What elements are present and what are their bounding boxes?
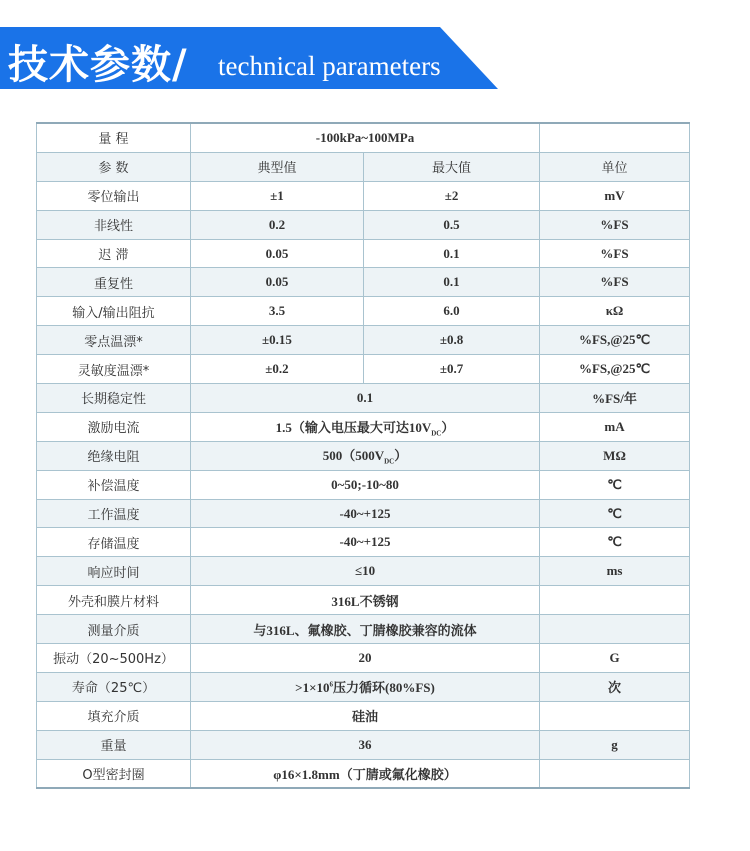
param-value — [191, 586, 540, 615]
param-value — [191, 730, 540, 759]
param-value — [191, 672, 540, 701]
table-row — [37, 470, 690, 499]
max-value-text: 6.0 — [443, 303, 460, 319]
table-row — [37, 557, 690, 586]
max-value — [364, 181, 540, 210]
param-label — [37, 615, 191, 644]
param-value-suffix: 压力循环(80%FS) — [333, 680, 435, 696]
unit-value-text: ms — [606, 563, 623, 579]
param-label — [37, 268, 191, 297]
unit-value — [540, 239, 690, 268]
param-value-text: 316L不锈钢 — [331, 593, 399, 609]
unit-value-text: %FS — [600, 274, 629, 290]
param-value — [191, 701, 540, 730]
param-value-text: 硅油 — [352, 709, 379, 725]
param-value-suffix: ） — [441, 419, 455, 435]
param-value-text: 20 — [358, 649, 372, 665]
param-label-text: 寿命（25℃） — [71, 681, 156, 697]
typical-value — [191, 297, 364, 326]
param-value-text: >1×10 — [295, 680, 330, 696]
param-value — [191, 759, 540, 788]
typical-value — [191, 239, 364, 268]
param-value-text: -40~+125 — [339, 534, 391, 550]
param-label-text: 填充介质 — [87, 710, 140, 726]
unit-value — [540, 297, 690, 326]
param-value — [191, 615, 540, 644]
param-value-text: ≤10 — [354, 563, 376, 579]
unit-value-text: κΩ — [605, 303, 624, 319]
unit-value-text: G — [609, 649, 620, 665]
param-label-text: 响应时间 — [87, 565, 140, 581]
unit-value — [540, 730, 690, 759]
param-value-text: φ16×1.8mm（丁腈或氟化橡胶） — [273, 767, 457, 783]
unit-value — [540, 528, 690, 557]
range-unit — [540, 123, 690, 152]
table-row — [37, 528, 690, 557]
unit-value-text: %FS — [600, 245, 629, 261]
unit-value-text: %FS,@25℃ — [578, 361, 651, 377]
column-header-param-text: 参 数 — [98, 161, 129, 177]
max-value — [364, 210, 540, 239]
param-label-text: 零位输出 — [87, 190, 140, 206]
param-value-text: 36 — [358, 736, 372, 752]
param-label — [37, 210, 191, 239]
typical-value-text: ±0.15 — [262, 332, 292, 348]
unit-value-text: ℃ — [607, 505, 622, 521]
param-value-text: 1.5（输入电压最大可达10V — [275, 419, 432, 435]
param-label — [37, 181, 191, 210]
unit-value — [540, 615, 690, 644]
unit-value — [540, 384, 690, 413]
param-label — [37, 297, 191, 326]
param-label — [37, 759, 191, 788]
param-label-text: 外壳和膜片材料 — [67, 594, 159, 610]
unit-value — [540, 268, 690, 297]
max-value-text: ±0.8 — [439, 332, 464, 348]
unit-value-text: 次 — [608, 680, 622, 696]
unit-value-text: ℃ — [607, 534, 622, 550]
unit-value — [540, 701, 690, 730]
typical-value-text: 0.2 — [268, 216, 286, 232]
param-value-text: -40~+125 — [339, 505, 391, 521]
typical-value-text: 0.05 — [265, 245, 289, 261]
typical-value-text: 0.05 — [265, 274, 289, 290]
param-value-superscript: 6 — [329, 681, 333, 690]
parameters-table — [36, 122, 690, 789]
table-row — [37, 701, 690, 730]
param-label — [37, 384, 191, 413]
table-row — [37, 326, 690, 355]
unit-value-text: %FS,@25℃ — [578, 332, 651, 348]
column-header-max-text: 最大值 — [432, 161, 472, 177]
table-row — [37, 412, 690, 441]
table-row — [37, 123, 690, 152]
param-value-text: 与316L、氟橡胶、丁腈橡胶兼容的流体 — [253, 622, 477, 638]
table-row — [37, 181, 690, 210]
param-value-text: 500（500V — [322, 448, 385, 464]
param-value — [191, 528, 540, 557]
range-label — [37, 123, 191, 152]
unit-value-text: mA — [604, 418, 625, 434]
param-label-text: 输入/输出阻抗 — [72, 305, 155, 321]
param-label-text: 存储温度 — [87, 536, 140, 552]
table-row — [37, 152, 690, 181]
max-value — [364, 355, 540, 384]
range-value — [191, 123, 540, 152]
param-label-text: 非线性 — [93, 219, 133, 235]
param-label-text: 零点温漂* — [84, 334, 143, 350]
param-value-text: 0~50;-10~80 — [331, 476, 399, 492]
max-value-text: 0.5 — [443, 216, 460, 232]
unit-value-text: MΩ — [603, 447, 626, 463]
max-value-text: ±0.7 — [439, 361, 464, 377]
typical-value — [191, 181, 364, 210]
param-value — [191, 470, 540, 499]
param-value — [191, 557, 540, 586]
max-value — [364, 239, 540, 268]
param-value-text: 0.1 — [356, 389, 374, 405]
param-label-text: 激励电流 — [87, 421, 140, 437]
unit-value — [540, 644, 690, 673]
typical-value-text: ±1 — [270, 187, 284, 203]
param-value — [191, 644, 540, 673]
max-value — [364, 297, 540, 326]
table-row — [37, 384, 690, 413]
unit-value — [540, 355, 690, 384]
table-row — [37, 499, 690, 528]
param-label-text: 绝缘电阻 — [87, 450, 140, 466]
param-label-text: 测量介质 — [87, 623, 140, 639]
unit-value — [540, 672, 690, 701]
typical-value-text: 3.5 — [268, 303, 286, 319]
param-label — [37, 441, 191, 470]
param-value-subscript: DC — [384, 458, 395, 467]
unit-value-text: %FS/年 — [592, 391, 637, 407]
param-label — [37, 701, 191, 730]
param-label-text: 迟 滞 — [98, 248, 129, 263]
table-row — [37, 441, 690, 470]
unit-value-text: mV — [604, 187, 625, 203]
param-value — [191, 441, 540, 470]
param-value-subscript: DC — [431, 429, 442, 438]
unit-value — [540, 441, 690, 470]
param-value-suffix: ） — [394, 448, 408, 464]
param-value — [191, 412, 540, 441]
column-header-unit-text: 单位 — [601, 161, 628, 177]
header-title-en: technical parameters — [218, 51, 441, 81]
typical-value — [191, 355, 364, 384]
typical-value — [191, 326, 364, 355]
param-label — [37, 470, 191, 499]
typical-value — [191, 268, 364, 297]
param-label-text: 补偿温度 — [87, 479, 140, 495]
section-header — [0, 27, 498, 89]
max-value — [364, 268, 540, 297]
unit-value — [540, 181, 690, 210]
parameters-table-body — [37, 123, 690, 788]
param-value — [191, 384, 540, 413]
param-label-text: 重量 — [100, 739, 127, 755]
unit-value — [540, 210, 690, 239]
typical-value — [191, 210, 364, 239]
unit-value — [540, 470, 690, 499]
column-header-typical-text: 典型值 — [257, 161, 297, 177]
unit-value — [540, 557, 690, 586]
param-label-text: 工作温度 — [87, 508, 140, 524]
column-header-typical — [191, 152, 364, 181]
param-label — [37, 644, 191, 673]
param-label — [37, 528, 191, 557]
table-row — [37, 586, 690, 615]
param-label — [37, 730, 191, 759]
table-row — [37, 615, 690, 644]
column-header-unit — [540, 152, 690, 181]
max-value-text: ±2 — [444, 187, 459, 203]
param-value — [191, 499, 540, 528]
param-label-text: 重复性 — [93, 276, 133, 292]
param-label-text: 灵敏度温漂* — [77, 363, 150, 379]
param-label — [37, 355, 191, 384]
table-row — [37, 644, 690, 673]
table-row — [37, 355, 690, 384]
param-label — [37, 672, 191, 701]
param-label — [37, 326, 191, 355]
param-label-text: 长期稳定性 — [80, 392, 146, 408]
unit-value — [540, 759, 690, 788]
table-row — [37, 268, 690, 297]
unit-value-text: g — [611, 736, 618, 752]
table-row — [37, 730, 690, 759]
param-label — [37, 557, 191, 586]
typical-value-text: ±0.2 — [265, 361, 289, 377]
header-title-cn: 技术参数/ — [8, 42, 188, 88]
param-label-text: 振动（20~500Hz） — [53, 652, 174, 668]
unit-value — [540, 326, 690, 355]
max-value-text: 0.1 — [443, 245, 460, 261]
table-row — [37, 210, 690, 239]
param-label — [37, 239, 191, 268]
unit-value-text: ℃ — [607, 476, 622, 492]
unit-value — [540, 412, 690, 441]
max-value-text: 0.1 — [443, 274, 460, 290]
range-label-text: 量 程 — [98, 132, 129, 148]
unit-value — [540, 586, 690, 615]
table-row — [37, 239, 690, 268]
table-row — [37, 672, 690, 701]
param-label-text: O型密封圈 — [82, 768, 145, 784]
column-header-param — [37, 152, 191, 181]
table-row — [37, 297, 690, 326]
unit-value — [540, 499, 690, 528]
param-label — [37, 586, 191, 615]
max-value — [364, 326, 540, 355]
unit-value-text: %FS — [600, 216, 629, 232]
param-label — [37, 412, 191, 441]
range-value-text: -100kPa~100MPa — [315, 129, 415, 145]
column-header-max — [364, 152, 540, 181]
table-row — [37, 759, 690, 788]
param-label — [37, 499, 191, 528]
